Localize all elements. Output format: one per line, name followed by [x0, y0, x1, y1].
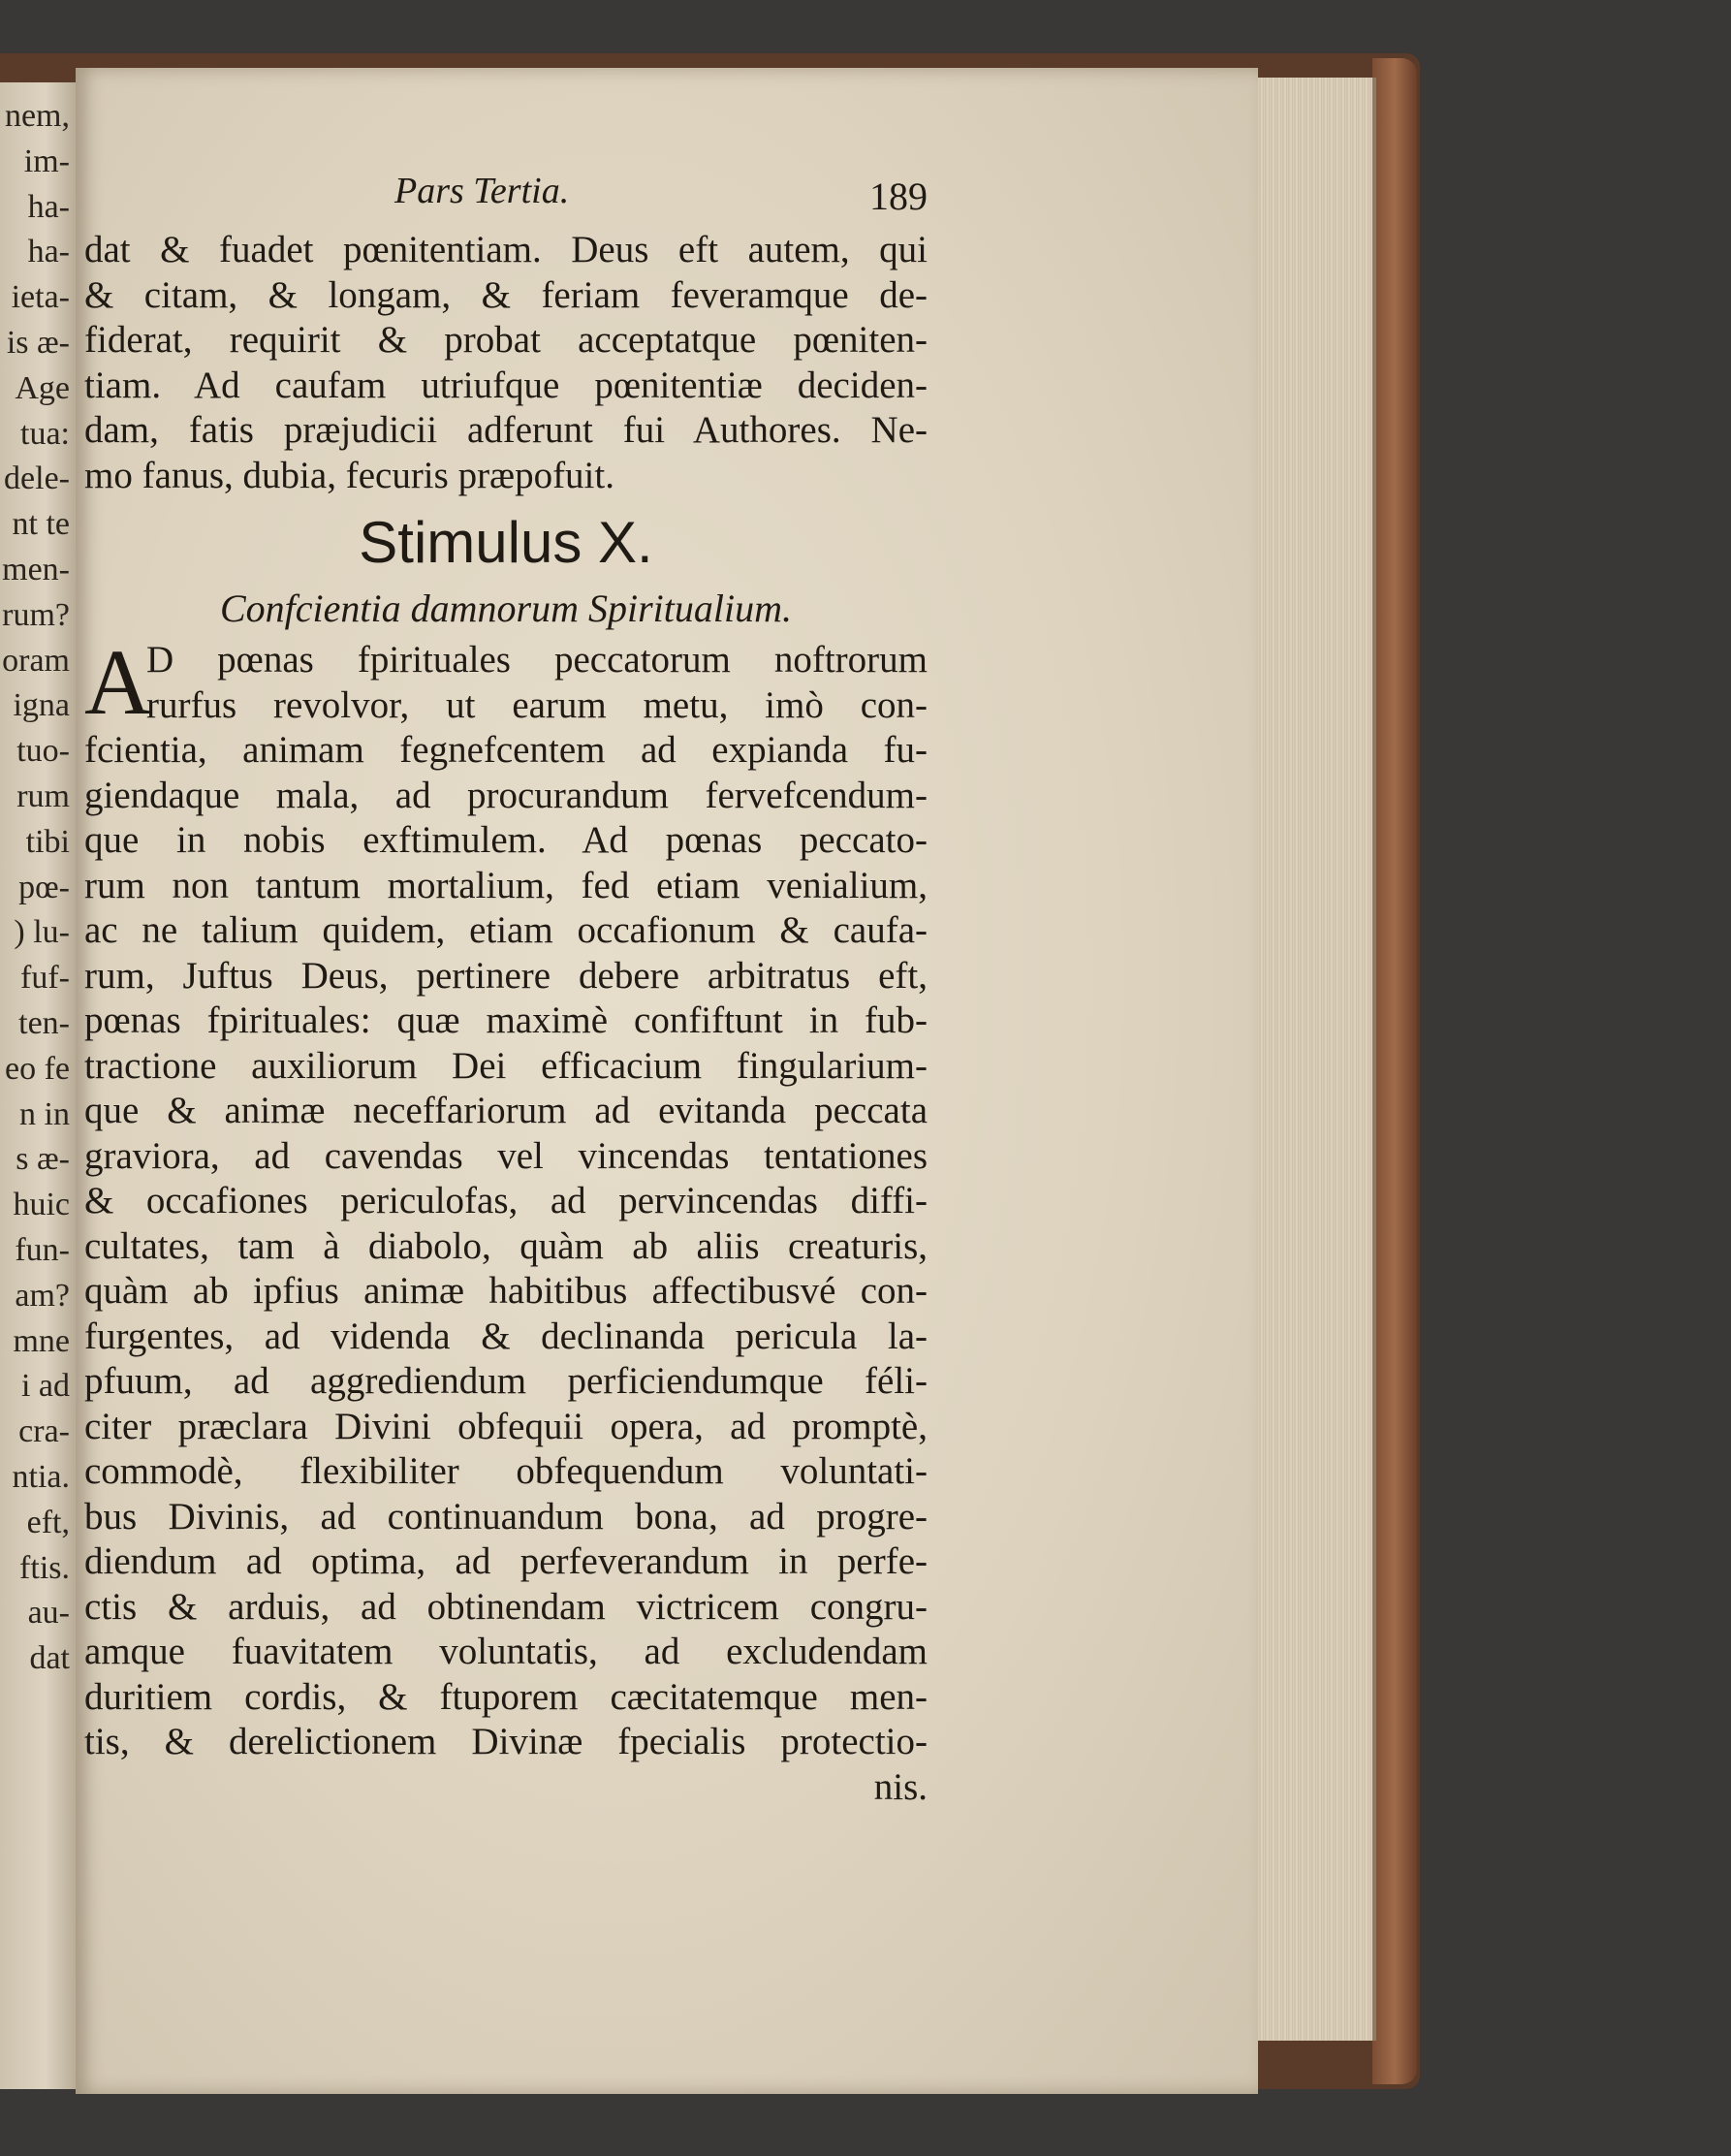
text-line: tractione auxiliorum Dei efficacium fingularium- — [84, 1044, 928, 1087]
text-line: pfuum, ad aggrediendum perficiendumque féli- — [84, 1360, 928, 1402]
left-margin-fragment: ftis. — [19, 1549, 70, 1586]
text-line: ac ne talium quidem, etiam occafionum & caufa- — [84, 909, 928, 951]
text-line: tis, & derelictionem Divinæ fpecialis protectio- — [84, 1721, 928, 1762]
section-body — [84, 728, 928, 1765]
left-margin-fragment: Age — [15, 369, 70, 406]
left-margin-fragment: i ad — [20, 1368, 70, 1405]
text-line: fcientia, animam fegnefcentem ad expianda fu- — [84, 729, 928, 771]
left-margin-fragment: tua: — [20, 415, 70, 452]
text-line: diendum ad optima, ad perfeverandum in perfe- — [84, 1540, 928, 1582]
left-page — [0, 82, 76, 2089]
left-margin-fragment: ha- — [27, 234, 70, 270]
left-margin-fragment: au- — [27, 1595, 70, 1632]
drop-cap: A — [84, 630, 152, 734]
left-margin-fragment: dele- — [4, 460, 70, 497]
left-margin-fragment: igna — [13, 687, 70, 724]
left-margin-fragment: s æ- — [16, 1141, 70, 1178]
text-line: dam, fatis præjudicii adferunt fui Authores. Ne- — [84, 409, 928, 451]
text-line: bus Divinis, ad continuandum bona, ad progre- — [84, 1495, 928, 1538]
text-line: cultates, tam à diabolo, quàm ab aliis creaturis, — [84, 1224, 928, 1267]
text-line: graviora, ad cavendas vel vincendas tentationes — [84, 1134, 928, 1177]
text-line: citer præclara Divini obfequii opera, ad promptè, — [84, 1405, 928, 1447]
left-margin-fragment: dat — [29, 1640, 70, 1677]
left-margin-fragment: n in — [19, 1095, 70, 1132]
left-margin-fragment: im- — [23, 143, 70, 179]
page-textblock — [84, 170, 928, 1810]
left-margin-fragment: fuf- — [20, 960, 70, 997]
text-line: que & animæ neceffariorum ad evitanda peccata — [84, 1090, 928, 1131]
left-margin-fragment: is æ- — [6, 324, 70, 361]
text-line: rum, Juftus Deus, pertinere debere arbitratus eft, — [84, 954, 928, 997]
left-margin-fragment: rum? — [2, 596, 70, 633]
left-margin-fragment: pœ- — [18, 869, 70, 905]
left-margin-fragment: men- — [2, 551, 70, 587]
text-line: amque fuavitatem voluntatis, ad excludendam — [84, 1631, 928, 1672]
text-line: tiam. Ad caufam utriufque pœnitentiæ deciden- — [84, 364, 928, 406]
text-line: & occafiones periculofas, ad pervincendas diffi- — [84, 1180, 928, 1221]
left-margin-fragment: fun- — [15, 1231, 70, 1268]
left-margin-fragment: cra- — [18, 1413, 70, 1450]
text-line: & citam, & longam, & feriam feveramque de- — [84, 273, 928, 316]
text-line: pœnas fpirituales: quæ maximè confiftunt in fub- — [84, 999, 928, 1041]
left-margin-fragment: rum — [16, 777, 70, 814]
left-margin-fragment: oram — [2, 642, 70, 679]
text-line: quàm ab ipfius animæ habitibus affectibusvé con- — [84, 1270, 928, 1312]
text-line: duritiem cordis, & ftuporem cæcitatemque men- — [84, 1675, 928, 1718]
page-number: 189 — [869, 174, 928, 218]
text-line: commodè, flexibiliter obfequendum voluntati- — [84, 1450, 928, 1492]
paragraph-before-section — [84, 228, 928, 498]
text-line: fiderat, requirit & probat acceptatque pœniten- — [84, 319, 928, 361]
second-body-line: rurfus revolvor, ut earum metu, imò con- — [146, 683, 928, 726]
left-margin-fragment: am? — [15, 1277, 70, 1314]
text-line: furgentes, ad videnda & declinanda pericula la- — [84, 1315, 928, 1357]
left-margin-fragment: ieta- — [11, 279, 70, 316]
page-header — [84, 170, 928, 228]
text-line: que in nobis exftimulem. Ad pœnas peccato- — [84, 819, 928, 861]
left-margin-fragment: huic — [13, 1187, 70, 1223]
catchword: nis. — [873, 1765, 928, 1808]
section-subtitle: Confcientia damnorum Spiritualium. — [220, 587, 792, 630]
left-margin-fragment: eo fe — [4, 1050, 70, 1087]
left-margin-fragment: tuo- — [16, 733, 70, 770]
running-head: Pars Tertia. — [394, 171, 570, 211]
left-margin-fragment: ha- — [27, 188, 70, 225]
left-margin-fragment: mne — [13, 1322, 70, 1359]
left-margin-fragment: ) lu- — [14, 914, 70, 951]
section-title: Stimulus X. — [359, 510, 653, 575]
left-margin-fragment: ntia. — [12, 1458, 70, 1495]
first-line-text: D pœnas fpirituales peccatorum noftrorum — [146, 639, 928, 681]
text-line: giendaque mala, ad procurandum fervefcendum- — [84, 774, 928, 816]
left-margin-fragment: ten- — [18, 1004, 70, 1041]
page-edges — [1258, 78, 1376, 2041]
left-margin-fragment: nem, — [4, 98, 70, 134]
left-margin-fragment: nt te — [12, 506, 70, 543]
text-line: ctis & arduis, ad obtinendam victricem congru- — [84, 1585, 928, 1628]
left-page-text-fragments — [2, 94, 70, 1682]
left-margin-fragment: tibi — [25, 823, 70, 860]
text-line: mo fanus, dubia, fecuris præpofuit. — [84, 454, 614, 496]
left-margin-fragment: eft, — [26, 1504, 70, 1540]
text-line: rum non tantum mortalium, fed etiam venialium, — [84, 864, 928, 906]
text-line: dat & fuadet pœnitentiam. Deus eft autem, qui — [84, 229, 928, 270]
book-cover-edge — [1372, 58, 1417, 2084]
